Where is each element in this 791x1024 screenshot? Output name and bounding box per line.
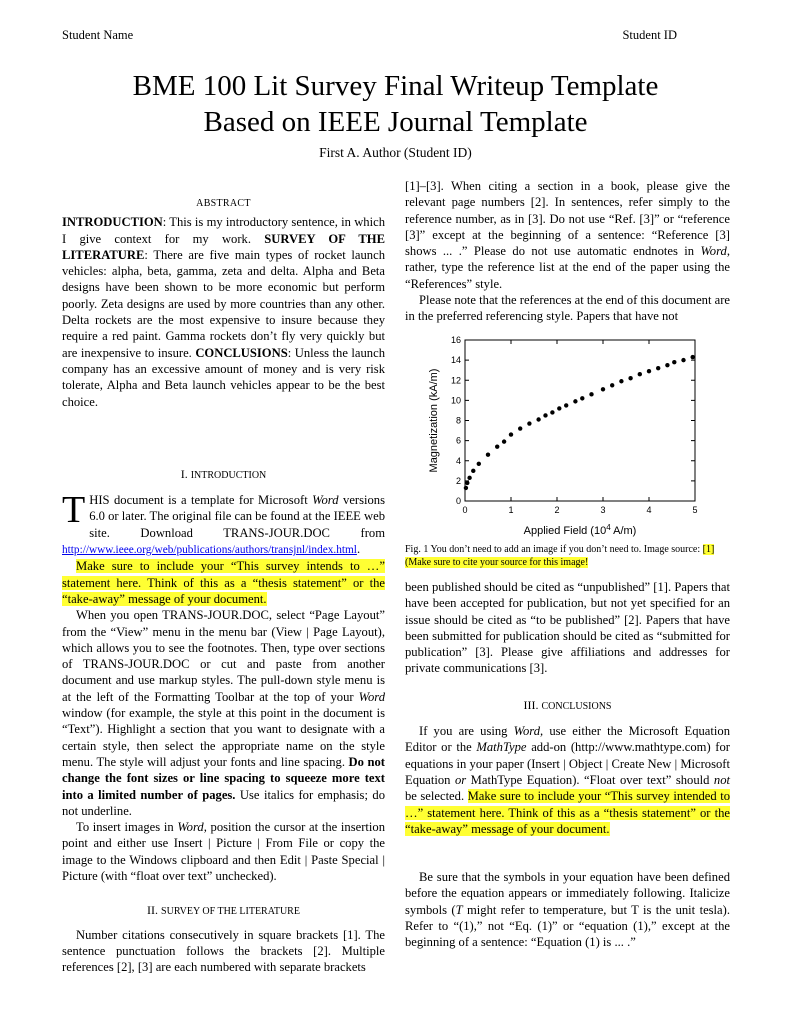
x-tick-label: 5 xyxy=(692,505,698,515)
author-line: First A. Author (Student ID) xyxy=(319,145,472,160)
data-point xyxy=(628,376,632,380)
data-point xyxy=(573,399,577,403)
right-paragraph-1: [1]–[3]. When citing a section in a book, please give the relevant page numbers [2]. In sentences, refer simply to the reference number, as in [3]. Do not use “Ref. [3]” or “reference [3]” except at the beginning of a sentence: “Reference [3] shows ... .” Please do not use automatic endnotes in Word, rather, type the reference list at the end of the paper using the “References” style. xyxy=(405,179,730,291)
abstract-heading: ABSTRACT xyxy=(196,198,251,209)
data-point xyxy=(580,396,584,400)
data-point xyxy=(691,355,695,359)
y-tick-label: 4 xyxy=(455,455,461,466)
x-axis-label: Applied Field ($10^4$ A/m) xyxy=(523,523,637,537)
y-tick-label: 8 xyxy=(455,415,461,426)
data-point xyxy=(477,462,481,466)
y-tick-label: 12 xyxy=(450,375,461,386)
y-tick-label: 2 xyxy=(455,475,461,486)
survey-paragraph-1: Number citations consecutively in square brackets [1]. The sentence punctuation follows the brackets [2]. Multiple references [2], [3] are each numbered with separate brackets xyxy=(62,927,385,975)
data-point xyxy=(543,413,547,417)
right-column xyxy=(405,178,730,325)
survey-heading: II. SURVEY OF THE LITERATURE xyxy=(147,903,300,918)
y-tick-label: 14 xyxy=(450,355,461,366)
x-tick-label: 0 xyxy=(462,505,468,515)
y-axis-label: Magnetization (kA/m) xyxy=(428,368,440,473)
data-point xyxy=(467,476,471,480)
data-point xyxy=(665,363,669,367)
data-point xyxy=(619,379,623,383)
data-point xyxy=(509,432,513,436)
data-point xyxy=(564,403,568,407)
data-point xyxy=(610,383,614,387)
x-tick-label: 1 xyxy=(508,505,514,515)
conclusions-paragraph-1: If you are using Word, use either the Microsoft Equation Editor or the MathType add-on (http://www.mathtype.com) for equations in your paper (Insert | Object | Create New | Microsoft Equation or MathType Equation). “Float over text” should not be selected. Make sure to include your “This survey intended to …” statement here. Think of this as a “thesis statement” or the “take-away” message of your document. xyxy=(405,724,730,836)
right-paragraph-2: Please note that the references at the end of this document are in the preferred referencing style. Papers that have not xyxy=(405,293,730,324)
data-point xyxy=(502,439,506,443)
data-point xyxy=(527,421,531,425)
x-tick-label: 4 xyxy=(646,505,652,515)
y-tick-label: 0 xyxy=(455,496,461,506)
header-student-id: Student ID xyxy=(622,28,677,42)
data-point xyxy=(647,369,651,373)
data-point xyxy=(681,358,685,362)
intro-highlight: Make sure to include your “This survey intends to …” statement here. Think of this as a “thesis statement” or the “take-away” message of your document. xyxy=(62,559,385,606)
data-point xyxy=(495,444,499,448)
data-point xyxy=(672,360,676,364)
y-tick-label: 10 xyxy=(450,395,461,406)
data-point xyxy=(550,410,554,414)
plot-frame xyxy=(465,340,695,501)
data-point xyxy=(638,372,642,376)
conclusions-heading: III. CONCLUSIONS xyxy=(523,697,612,712)
intro-paragraph-3: To insert images in Word, position the cursor at the insertion point and either use Insert | Picture | From File or copy the image to the Windows clipboard and then Edit | Paste Special | Picture (with “float over text” unchecked). xyxy=(62,820,385,883)
data-point xyxy=(486,453,490,457)
data-point xyxy=(471,469,475,473)
data-point xyxy=(536,417,540,421)
dropcap: T xyxy=(62,489,86,532)
data-point xyxy=(518,426,522,430)
x-tick-label: 3 xyxy=(600,505,606,515)
data-point xyxy=(589,392,593,396)
intro-paragraph-2: When you open TRANS-JOUR.DOC, select “Page Layout” from the “View” menu in the menu bar (View | Page Layout), which allows you to see the footnotes. Then, type over sections of TRANS-JOUR.DOC or cut and paste from another document and use markup styles. The pull-down style menu is at the left of the Formatting Toolbar at the top of your Word window (for example, the style at this point in the document is “Text”). Highlight a section that you want to designate with a certain style, then select the appropriate name on the style menu. The style will adjust your fonts and line spacing. Do not change the font sizes or line spacing to squeeze more text into a limited number of pages. Use italics for emphasis; do not underline. xyxy=(62,608,385,818)
header-student-name: Student Name xyxy=(62,28,134,42)
ieee-template-link[interactable]: http://www.ieee.org/web/publications/authors/transjnl/index.html xyxy=(62,544,357,557)
conclusions-paragraph-2: Be sure that the symbols in your equation have been defined before the equation appears or immediately following. Italicize symbols (T might refer to temperature, but T is the unit tesla). Refer to “(1),” not “Eq. (1)” or “equation (1),” except at the beginning of a sentence: “Equation (1) is ... .” xyxy=(405,870,730,950)
intro-heading: I. INTRODUCTION xyxy=(180,466,267,481)
figure-caption: Fig. 1 You don’t need to add an image if you don’t need to. Image source: [1] (Make sure to cite your source for this image! xyxy=(405,544,715,568)
x-tick-label: 2 xyxy=(554,505,560,515)
y-tick-label: 16 xyxy=(450,335,461,345)
title-line-2: Based on IEEE Journal Template xyxy=(203,106,588,138)
abstract-body: INTRODUCTION: This is my introductory sentence, in which I give context for my work. SURVEY OF THE LITERATURE: There are five main types of rocket launch vehicles: alpha, beta, gamma, zeta and delta. Alpha and Beta designs have been shown to be more economic but perform poorly. Zeta designs are used by more countries than any other. Delta rockets are the most expensive to insure because they require a red paint. Gamma rockets don’t fly very quickly but are inexpensive to insure. CONCLUSIONS: Unless the launch company has an excessive amount of money and is very risk tolerate, Alpha and Beta launch vehicles appear to be the best choice. xyxy=(62,215,385,409)
data-point xyxy=(601,387,605,391)
data-point xyxy=(656,366,660,370)
left-column xyxy=(62,196,385,975)
magnetization-chart xyxy=(405,330,730,540)
title-line-1: BME 100 Lit Survey Final Writeup Template xyxy=(132,70,659,102)
right-paragraph-3: been published should be cited as “unpublished” [1]. Papers that have been accepted for publication, but not yet specified for an issue should be cited as “to be published” [2]. Papers that have been submitted for publication should be cited as “submitted for publication” [3]. Please give affiliations and addresses for private communications [3]. xyxy=(405,580,730,676)
y-tick-label: 6 xyxy=(455,435,461,446)
right-column-lower xyxy=(405,579,730,951)
data-point xyxy=(464,486,468,490)
intro-paragraph-1: THIS document is a template for Microsoft Word versions 6.0 or later. The original file can be found at the IEEE web site. Download TRANS-JOUR.DOC from http://www.ieee.org/web/publications/authors/transjnl/index.html. xyxy=(62,489,385,557)
data-point xyxy=(557,406,561,410)
data-point xyxy=(465,481,469,485)
